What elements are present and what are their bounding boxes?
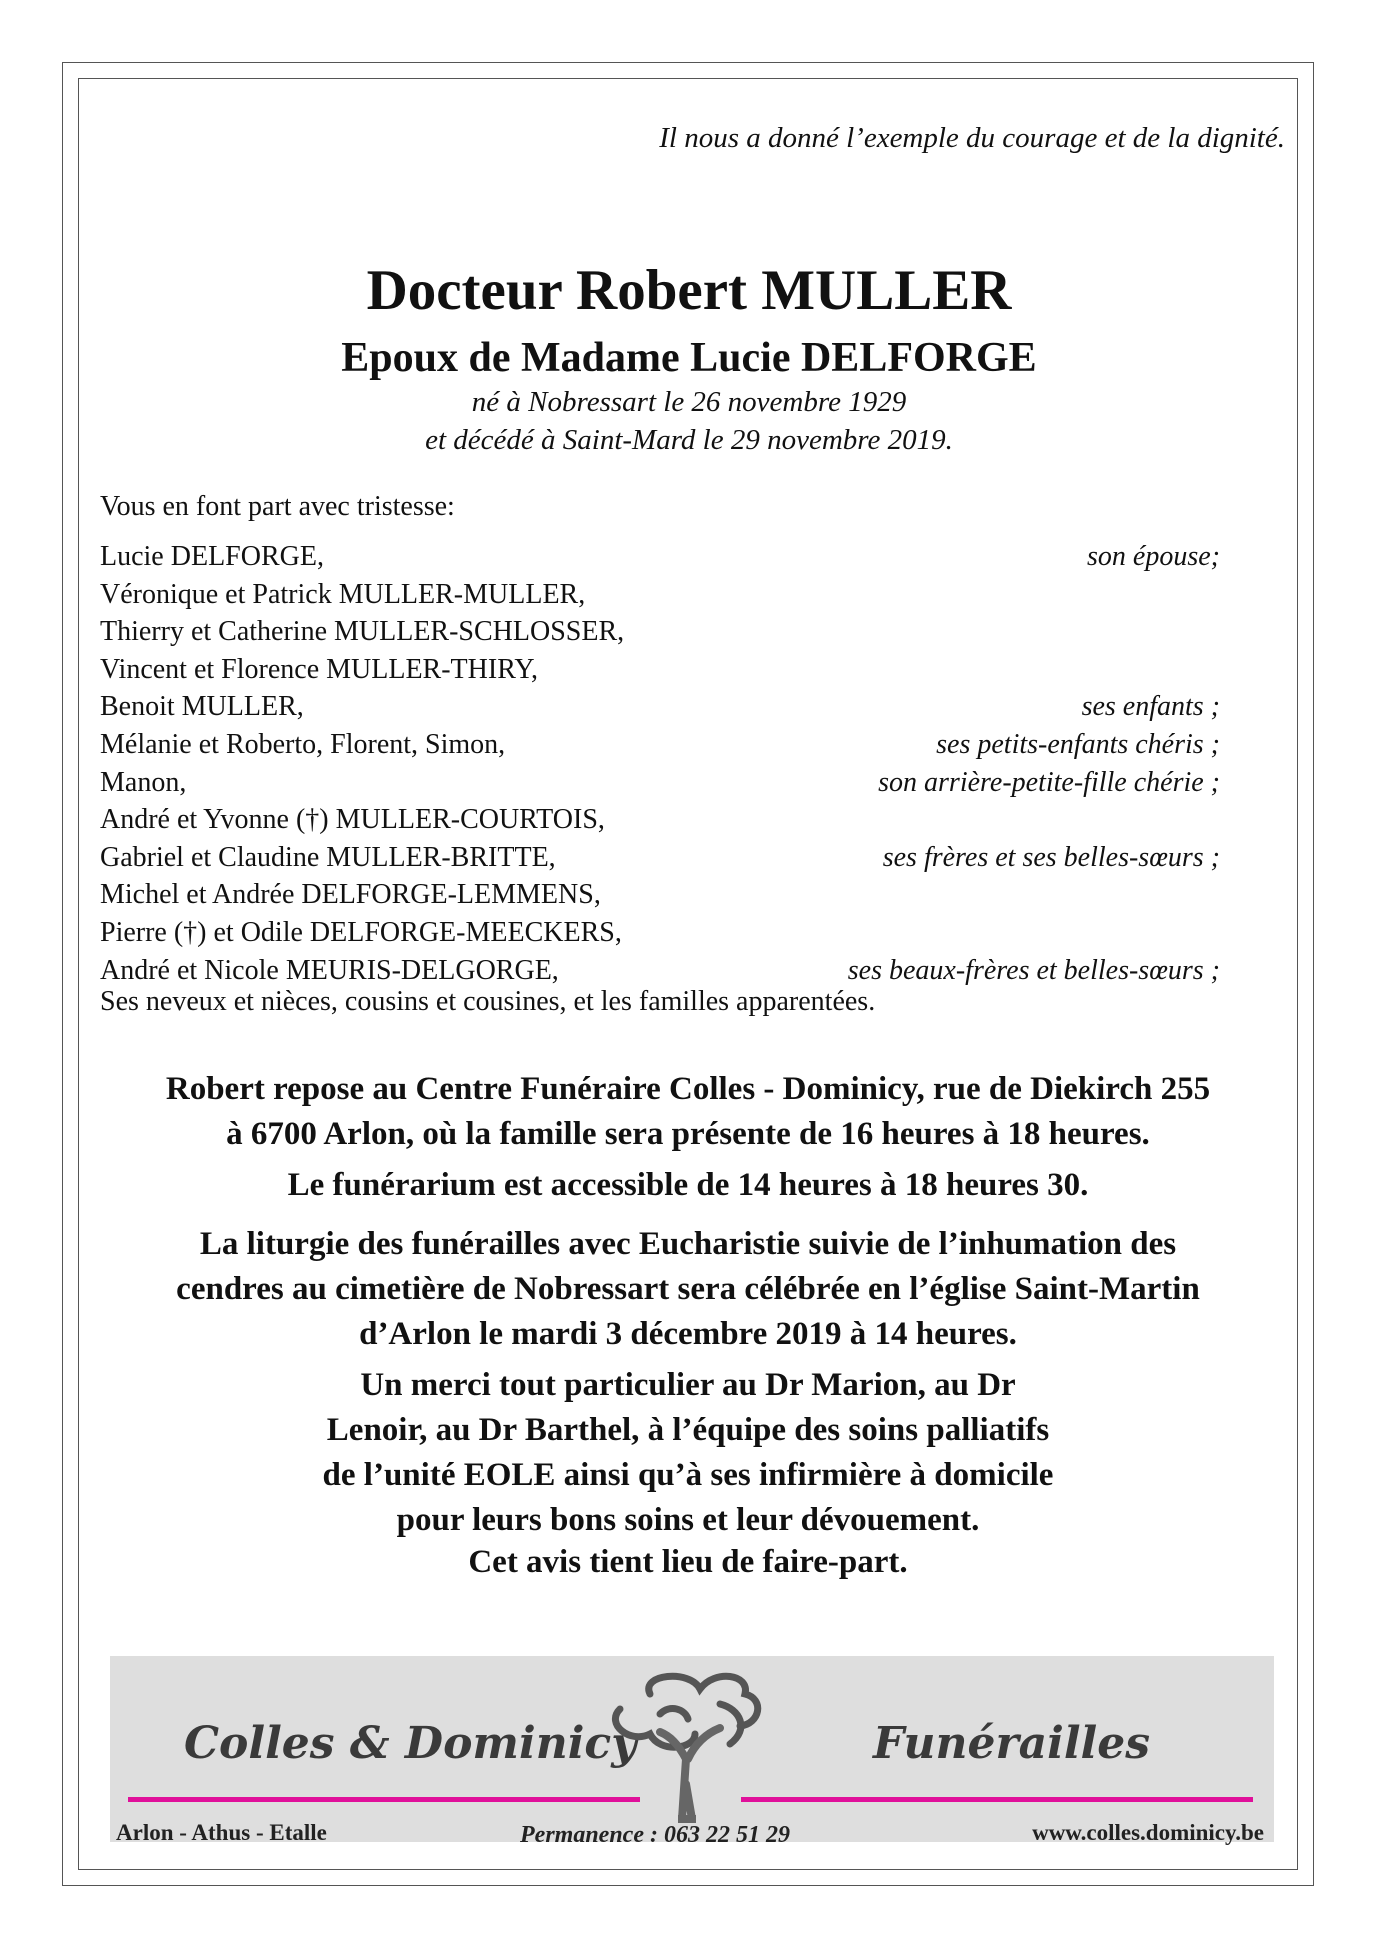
family-names: Michel et Andrée DELFORGE-LEMMENS, xyxy=(100,879,601,911)
family-row xyxy=(100,576,1220,614)
family-row xyxy=(100,876,1220,914)
accent-rule-left xyxy=(128,1797,640,1802)
liturgy-line: d’Arlon le mardi 3 décembre 2019 à 14 heures. xyxy=(359,1316,1017,1352)
funerarium-line: Le funérarium est accessible de 14 heures à 18 heures 30. xyxy=(287,1167,1089,1203)
family-row xyxy=(100,914,1220,952)
family-relation: son épouse; xyxy=(1087,541,1220,572)
family-names: André et Nicole MEURIS-DELGORGE, xyxy=(100,954,559,986)
rest-line: Robert repose au Centre Funéraire Colles - Dominicy, rue de Diekirch 255 xyxy=(165,1071,1211,1107)
family-names: Manon, xyxy=(100,766,187,798)
liturgy-line: cendres au cimetière de Nobressart sera célébrée en l’église Saint-Martin xyxy=(176,1271,1200,1307)
family-relation: ses enfants ; xyxy=(1081,691,1220,723)
family-names: Pierre (†) et Odile DELFORGE-MEECKERS, xyxy=(100,916,622,948)
family-row xyxy=(100,651,1220,689)
family-names: Vincent et Florence MULLER-THIRY, xyxy=(100,653,538,685)
epigraph: Il nous a donné l’exemple du courage et de la dignité. xyxy=(659,122,1285,154)
thanks-line: Lenoir, au Dr Barthel, à l’équipe des soins palliatifs xyxy=(326,1412,1050,1448)
family-relation: ses beaux-frères et belles-sœurs ; xyxy=(847,954,1220,986)
tree-logo-icon xyxy=(600,1664,780,1824)
notice-paragraph xyxy=(78,1540,1298,1585)
thanks-line: de l’unité EOLE ainsi qu’à ses infirmière à domicile xyxy=(322,1457,1054,1493)
thanks-line: Un merci tout particulier au Dr Marion, au Dr xyxy=(360,1367,1016,1403)
liturgy-paragraph xyxy=(78,1222,1298,1357)
liturgy-line: La liturgie des funérailles avec Eucharistie suivie de l’inhumation des xyxy=(199,1226,1177,1262)
phone-text: Permanence : 063 22 51 29 xyxy=(520,1822,790,1848)
family-row xyxy=(100,952,1220,990)
family-row xyxy=(100,764,1220,802)
rest-line: à 6700 Arlon, où la famille sera présente de 16 heures à 18 heures. xyxy=(226,1116,1150,1152)
family-names: Lucie DELFORGE, xyxy=(100,541,324,572)
announcement-intro: Vous en font part avec tristesse: xyxy=(100,491,455,522)
accent-rule-right xyxy=(741,1797,1253,1802)
death-line: et décédé à Saint-Mard le 29 novembre 2019. xyxy=(425,424,953,456)
locations-text: Arlon - Athus - Etalle xyxy=(116,1820,327,1845)
family-names: Thierry et Catherine MULLER-SCHLOSSER, xyxy=(100,616,625,648)
rest-paragraph xyxy=(78,1067,1298,1157)
website-text: www.colles.dominicy.be xyxy=(1032,1820,1264,1845)
family-names: Véronique et Patrick MULLER-MULLER, xyxy=(100,578,586,610)
notice-line: Cet avis tient lieu de faire-part. xyxy=(468,1544,908,1580)
family-row xyxy=(100,726,1220,764)
birth-line: né à Nobressart le 26 novembre 1929 xyxy=(471,386,907,418)
family-names: Gabriel et Claudine MULLER-BRITTE, xyxy=(100,841,556,873)
family-names: Mélanie et Roberto, Florent, Simon, xyxy=(100,728,506,760)
family-row xyxy=(100,839,1220,877)
spouse-line: Epoux de Madame Lucie DELFORGE xyxy=(341,335,1037,381)
family-relation: son arrière-petite-fille chérie ; xyxy=(878,766,1220,798)
family-relation: ses frères et ses belles-sœurs ; xyxy=(882,841,1220,873)
funeral-home-tagline: Funérailles xyxy=(873,1718,1151,1769)
family-row xyxy=(100,688,1220,726)
funeral-home-banner xyxy=(110,1656,1274,1848)
family-relation: ses petits-enfants chéris ; xyxy=(936,728,1220,760)
extended-family-line: Ses neveux et nièces, cousins et cousines, et les familles apparentées. xyxy=(100,986,876,1017)
family-list xyxy=(100,538,1220,989)
family-names: Benoit MULLER, xyxy=(100,691,304,723)
family-names: André et Yvonne (†) MULLER-COURTOIS, xyxy=(100,804,605,836)
family-row xyxy=(100,538,1220,576)
funerarium-paragraph xyxy=(78,1163,1298,1208)
thanks-paragraph xyxy=(78,1363,1298,1543)
family-row xyxy=(100,613,1220,651)
deceased-name: Docteur Robert MULLER xyxy=(366,259,1012,322)
thanks-line: pour leurs bons soins et leur dévouement. xyxy=(396,1502,980,1538)
funeral-home-logo-text: Colles & Dominicy xyxy=(184,1718,637,1769)
family-row xyxy=(100,801,1220,839)
